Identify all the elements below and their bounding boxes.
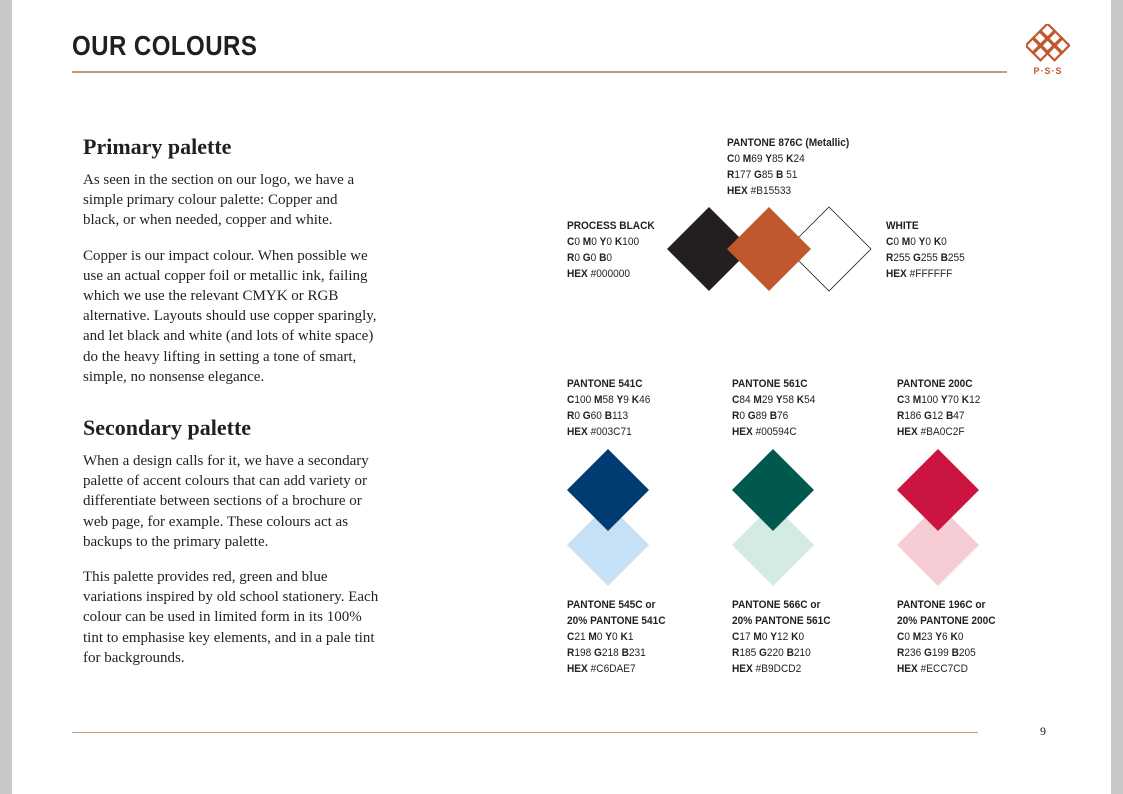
red-swatch (897, 449, 979, 531)
secondary-para-2: This palette provides red, green and blue variations inspired by old school stationery. Each colour can be used in limited form in its 100% tint to emphasise key elements, and in a pale tint for backgrounds. (83, 569, 379, 666)
white-name: WHITE (886, 220, 919, 232)
page (12, 0, 1111, 794)
blue-name: PANTONE 541C (567, 378, 643, 390)
red-name: PANTONE 200C (897, 378, 973, 390)
title-divider (72, 71, 1007, 73)
secondary-heading: Secondary palette (83, 415, 252, 440)
green-spec: PANTONE 561C C84 M29 Y58 K54 R0 G89 B76 HEX #00594C (732, 378, 816, 438)
copper-swatch (727, 207, 811, 291)
secondary-para-1: When a design calls for it, we have a secondary palette of accent colours that can add variety or differentiate between sections of a brochure or web page, for example. These colours act as backups to the primary palette. (83, 453, 369, 550)
primary-para-1: As seen in the section on our logo, we have a simple primary colour palette: Copper and black, or when needed, copper and white. (83, 172, 355, 229)
page-title: OUR COLOURS (72, 30, 258, 61)
secondary-section (83, 415, 403, 668)
black-spec: PROCESS BLACK C0 M0 Y0 K100 R0 G0 B0 HEX #000000 (567, 220, 655, 280)
copper-name: PANTONE 876C (Metallic) (727, 137, 850, 149)
footer-divider (72, 732, 978, 733)
primary-swatches (666, 206, 886, 292)
blue-swatch (567, 449, 649, 531)
primary-heading: Primary palette (83, 134, 232, 159)
pale-red-spec: PANTONE 196C or 20% PANTONE 200C C0 M23 Y6 K0 R236 G199 B205 HEX #ECC7CD (897, 599, 996, 675)
white-spec: WHITE C0 M0 Y0 K0 R255 G255 B255 HEX #FFFFFF (886, 220, 965, 280)
logo-text: P·S·S (1033, 66, 1063, 76)
black-name: PROCESS BLACK (567, 220, 655, 232)
green-swatch (732, 449, 814, 531)
green-name: PANTONE 561C (732, 378, 808, 390)
secondary-swatches (566, 448, 986, 588)
pale-green-spec: PANTONE 566C or 20% PANTONE 561C C17 M0 Y12 K0 R185 G220 B210 HEX #B9DCD2 (732, 599, 831, 675)
copper-spec: PANTONE 876C (Metallic) C0 M69 Y85 K24 R177 G85 B 51 HEX #B15533 (727, 137, 850, 197)
red-spec: PANTONE 200C C3 M100 Y70 K12 R186 G12 B47 HEX #BA0C2F (897, 378, 981, 438)
blue-spec: PANTONE 541C C100 M58 Y9 K46 R0 G60 B113 HEX #003C71 (567, 378, 651, 438)
pale-blue-spec: PANTONE 545C or 20% PANTONE 541C C21 M0 Y0 K1 R198 G218 B231 HEX #C6DAE7 (567, 599, 666, 675)
primary-section (83, 134, 403, 387)
primary-para-2: Copper is our impact colour. When possible we use an actual copper foil or metallic ink, failing which we use the relevant CMYK or RGB alternative. Layouts should use copper sparingly, and let black and white (and lots of white space) do the heavy lifting in setting a tone of smart, simple, no nonsense elegance. (83, 247, 377, 385)
page-number: 9 (1040, 724, 1046, 738)
